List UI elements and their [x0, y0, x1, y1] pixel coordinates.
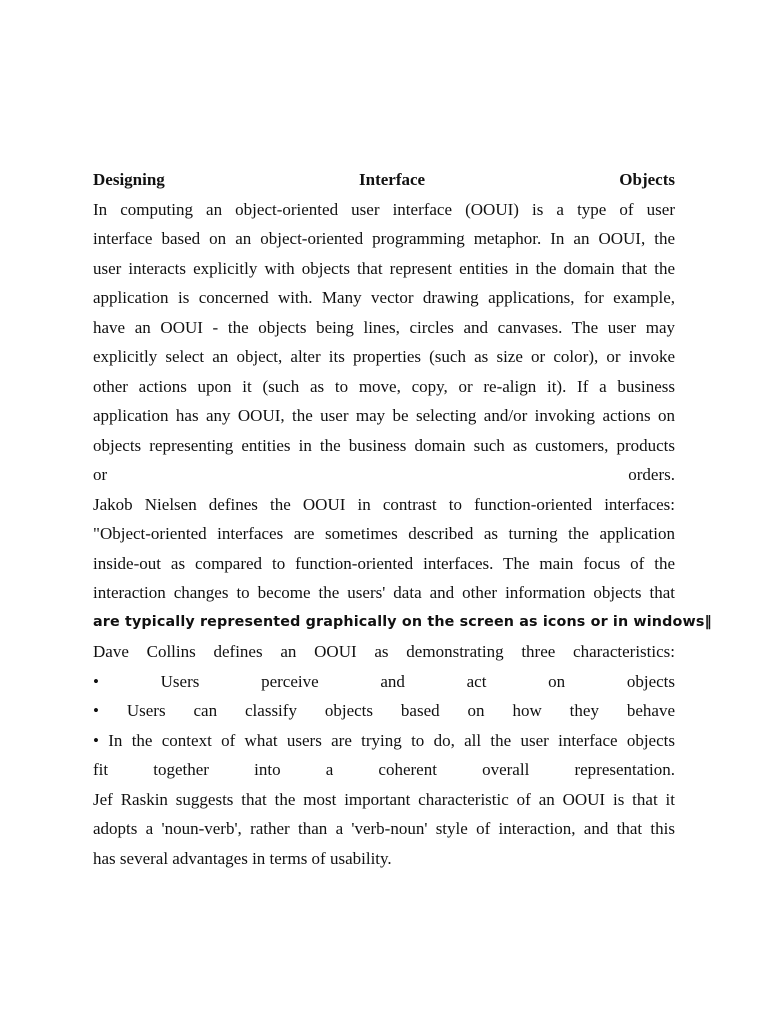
- paragraph-line: or orders.: [93, 465, 675, 484]
- bullet-item: • Users can classify objects based on how they behave: [93, 701, 675, 720]
- paragraph-line: interaction changes to become the users' data and other information objects that: [93, 583, 675, 602]
- title-word: Objects: [619, 170, 675, 189]
- paragraph-line: explicitly select an object, alter its properties (such as size or color), or invoke: [93, 347, 675, 366]
- paragraph-line: Dave Collins defines an OOUI as demonstrating three characteristics:: [93, 642, 675, 661]
- paragraph-line: fit together into a coherent overall representation.: [93, 760, 675, 779]
- paragraph-line: application has any OOUI, the user may be selecting and/or invoking actions on: [93, 406, 675, 425]
- document-body: [93, 165, 712, 873]
- paragraph-line: has several advantages in terms of usability.: [93, 848, 392, 868]
- paragraph-line: inside-out as compared to function-oriented interfaces. The main focus of the: [93, 553, 675, 573]
- bullet-item: • In the context of what users are trying to do, all the user interface objects: [93, 730, 675, 750]
- paragraph-line: application is concerned with. Many vector drawing applications, for example,: [93, 288, 675, 307]
- title-word: Interface: [359, 170, 426, 189]
- bold-quote-line: are typically represented graphically on the screen as icons or in windows‖: [93, 613, 712, 630]
- paragraph-line: other actions upon it (such as to move, copy, or re-align it). If a business: [93, 376, 675, 396]
- bullet-item: • Users perceive and act on objects: [93, 671, 675, 691]
- paragraph-line: adopts a 'noun-verb', rather than a 'verb-noun' style of interaction, and that this: [93, 819, 675, 838]
- paragraph-line: interface based on an object-oriented programming metaphor. In an OOUI, the: [93, 229, 675, 248]
- paragraph-line: objects representing entities in the business domain such as customers, products: [93, 435, 675, 455]
- paragraph-line: have an OOUI - the objects being lines, circles and canvases. The user may: [93, 317, 675, 337]
- paragraph-line: Jef Raskin suggests that the most important characteristic of an OOUI is that it: [93, 789, 675, 809]
- paragraph-line: user interacts explicitly with objects that represent entities in the domain that the: [93, 258, 675, 278]
- document-title: [93, 165, 675, 195]
- paragraph-line: In computing an object-oriented user interface (OOUI) is a type of user: [93, 199, 675, 219]
- title-word: Designing: [93, 170, 165, 189]
- paragraph-line: Jakob Nielsen defines the OOUI in contrast to function-oriented interfaces:: [93, 494, 675, 514]
- paragraph-line: "Object-oriented interfaces are sometimes described as turning the application: [93, 524, 675, 543]
